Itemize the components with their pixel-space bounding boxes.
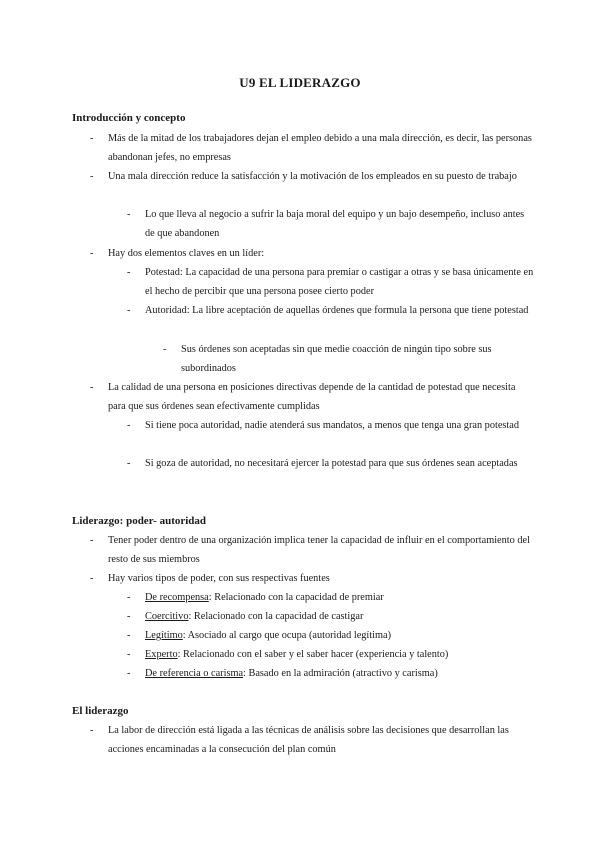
list-item [90,167,533,186]
list-item [90,378,533,416]
list-item [90,244,533,263]
bullet-dash: - [127,305,131,316]
list-item-text: Hay varios tipos de poder, con sus respectivas fuentes [108,573,330,584]
bullet-dash: - [127,209,131,220]
list-item-power-type [127,645,535,664]
list-item-text: Autoridad: La libre aceptación de aquellas órdenes que formula la persona que tiene potestad [145,305,529,316]
list-item-text: Más de la mitad de los trabajadores dejan el empleo debido a una mala dirección, es decir, las personas abandonan jefes, no empresas [108,133,532,164]
bullet-dash: - [90,171,94,182]
bullet-dash: - [90,133,94,144]
power-type-term: De recompensa [145,592,209,603]
section-heading-intro: Introducción y concepto [72,112,186,124]
bullet-dash: - [163,344,167,355]
bullet-dash: - [127,267,131,278]
list-item [127,454,535,473]
list-item [90,531,533,569]
power-type-description: : Relacionado con el saber y el saber hacer (experiencia y talento) [177,649,449,660]
list-item-text: La calidad de una persona en posiciones directivas depende de la cantidad de potestad que necesita para que sus órdenes sean efectivamente cumplidas [108,382,516,413]
power-type-description: : Relacionado con la capacidad de castigar [188,611,364,622]
list-item [127,263,535,301]
list-item-text: Si goza de autoridad, no necesitará ejercer la potestad para que sus órdenes sean aceptadas [145,458,518,469]
list-item [90,129,533,167]
power-type-description: : Basado en la admiración (atractivo y carisma) [243,668,438,679]
bullet-dash: - [90,248,94,259]
list-item-text: Una mala dirección reduce la satisfacción y la motivación de los empleados en su puesto de trabajo [108,171,517,182]
list-item [90,721,533,759]
bullet-dash: - [90,535,94,546]
power-type-description: : Asociado al cargo que ocupa (autoridad legítima) [182,630,392,641]
list-item [127,205,535,243]
bullet-dash: - [127,630,131,641]
bullet-dash: - [90,725,94,736]
section-heading-power: Liderazgo: poder- autoridad [72,515,207,527]
list-item-text: Tener poder dentro de una organización implica tener la capacidad de influir en el comportamiento del resto de sus miembros [108,535,530,566]
power-type-description: : Relacionado con la capacidad de premiar [208,592,384,603]
power-type-term: Legítimo [145,630,183,641]
list-item-power-type [127,607,535,626]
list-item [163,340,536,378]
list-item [90,569,533,588]
bullet-dash: - [127,420,131,431]
list-item-text: La labor de dirección está ligada a las técnicas de análisis sobre las decisiones que desarrollan las acciones encaminadas a la consecución del plan común [108,725,509,756]
list-item-text: Sus órdenes son aceptadas sin que medie coacción de ningún tipo sobre sus subordinados [181,344,492,375]
list-item [127,301,535,320]
list-item-power-type [127,664,535,683]
list-item-text: Si tiene poca autoridad, nadie atenderá sus mandatos, a menos que tenga una gran potestad [145,420,519,431]
list-item-power-type [127,626,535,645]
page-title: U9 EL LIDERAZGO [239,75,361,90]
section-heading-leadership: El liderazgo [72,705,129,717]
list-item-power-type [127,588,535,607]
bullet-dash: - [127,649,131,660]
list-item [127,416,535,435]
bullet-dash: - [127,592,131,603]
power-type-term: De referencia o carisma [145,668,244,679]
bullet-dash: - [127,668,131,679]
list-item-text: Lo que lleva al negocio a sufrir la baja moral del equipo y un bajo desempeño, incluso antes de que abandonen [145,209,525,240]
power-type-term: Coercitivo [145,611,189,622]
bullet-dash: - [127,458,131,469]
bullet-dash: - [90,382,94,393]
bullet-dash: - [90,573,94,584]
list-item-text: Hay dos elementos claves en un líder: [108,248,265,259]
bullet-dash: - [127,611,131,622]
power-type-term: Experto [145,649,178,660]
list-item-text: Potestad: La capacidad de una persona para premiar o castigar a otras y se basa únicamente en el hecho de percibir que una persona posee cierto poder [145,267,534,298]
